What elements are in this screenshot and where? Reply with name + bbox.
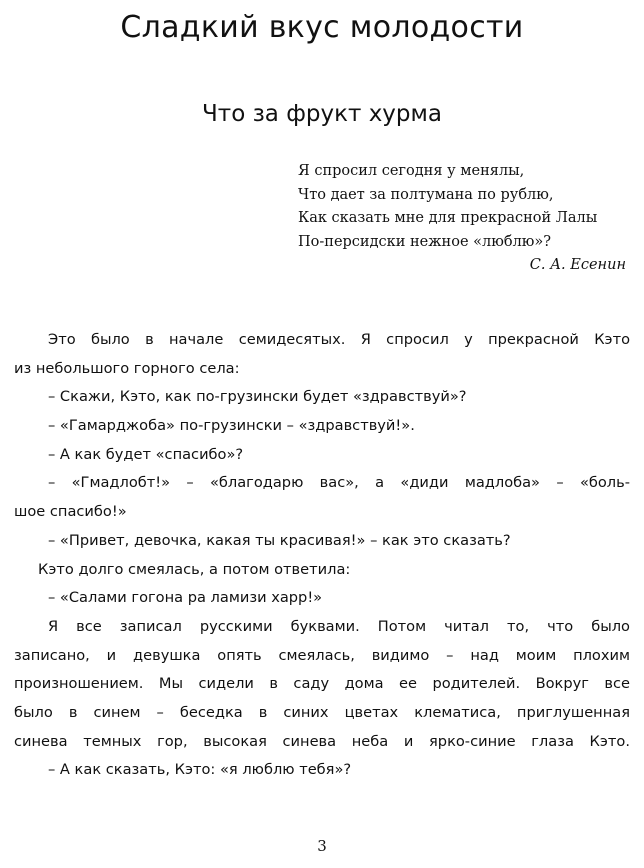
epigraph-line: Как сказать мне для прекрасной Лалы [298, 210, 598, 226]
chapter-title: Сладкий вкус молодости [120, 10, 524, 45]
epigraph-line: По-персидски нежное «люблю»? [298, 233, 552, 250]
body-line: – А как будет «спасибо»? [48, 445, 244, 463]
body-line: – А как сказать, Кэто: «я люблю тебя»? [48, 761, 352, 779]
body-line: – «Привет, девочка, какая ты красивая!» – как это сказать? [48, 531, 511, 549]
body-line: – «Салами гогона ра ламизи харр!» [48, 589, 323, 607]
body-line: было в синем – беседка в синих цветах клематиса, приглушенная [14, 703, 630, 721]
body-line: – «Гмадлобт!» – «благодарю вас», а «диди мадлоба» – «боль- [48, 474, 630, 492]
body-line: из небольшого горного села: [14, 359, 240, 377]
body-line: синева темных гор, высокая синева неба и ярко-синие глаза Кэто. [14, 732, 630, 750]
body-line: записано, и девушка опять смеялась, видимо – над моим плохим [14, 646, 630, 664]
epigraph-line: Что дает за полтумана по рублю, [298, 186, 554, 203]
epigraph-author: С. А. Есенин [529, 257, 626, 273]
body-text [14, 326, 630, 785]
body-line: произношением. Мы сидели в саду дома ее родителей. Вокруг все [14, 675, 630, 693]
body-line: Кэто долго смеялась, а потом ответила: [38, 560, 351, 578]
body-line: – Скажи, Кэто, как по-грузински будет «здравствуй»? [48, 388, 467, 406]
body-line: шое спасибо!» [14, 503, 127, 521]
body-line: – «Гамарджоба» по-грузински – «здравствуй!». [48, 417, 415, 435]
epigraph-line: Я спросил сегодня у менялы, [298, 163, 525, 179]
body-line: Я все записал русскими буквами. Потом читал то, что было [48, 617, 630, 635]
page-number: 3 [317, 837, 327, 855]
epigraph [298, 160, 628, 278]
body-line: Это было в начале семидесятых. Я спросил у прекрасной Кэто [48, 331, 630, 348]
section-title: Что за фрукт хурма [202, 101, 442, 127]
